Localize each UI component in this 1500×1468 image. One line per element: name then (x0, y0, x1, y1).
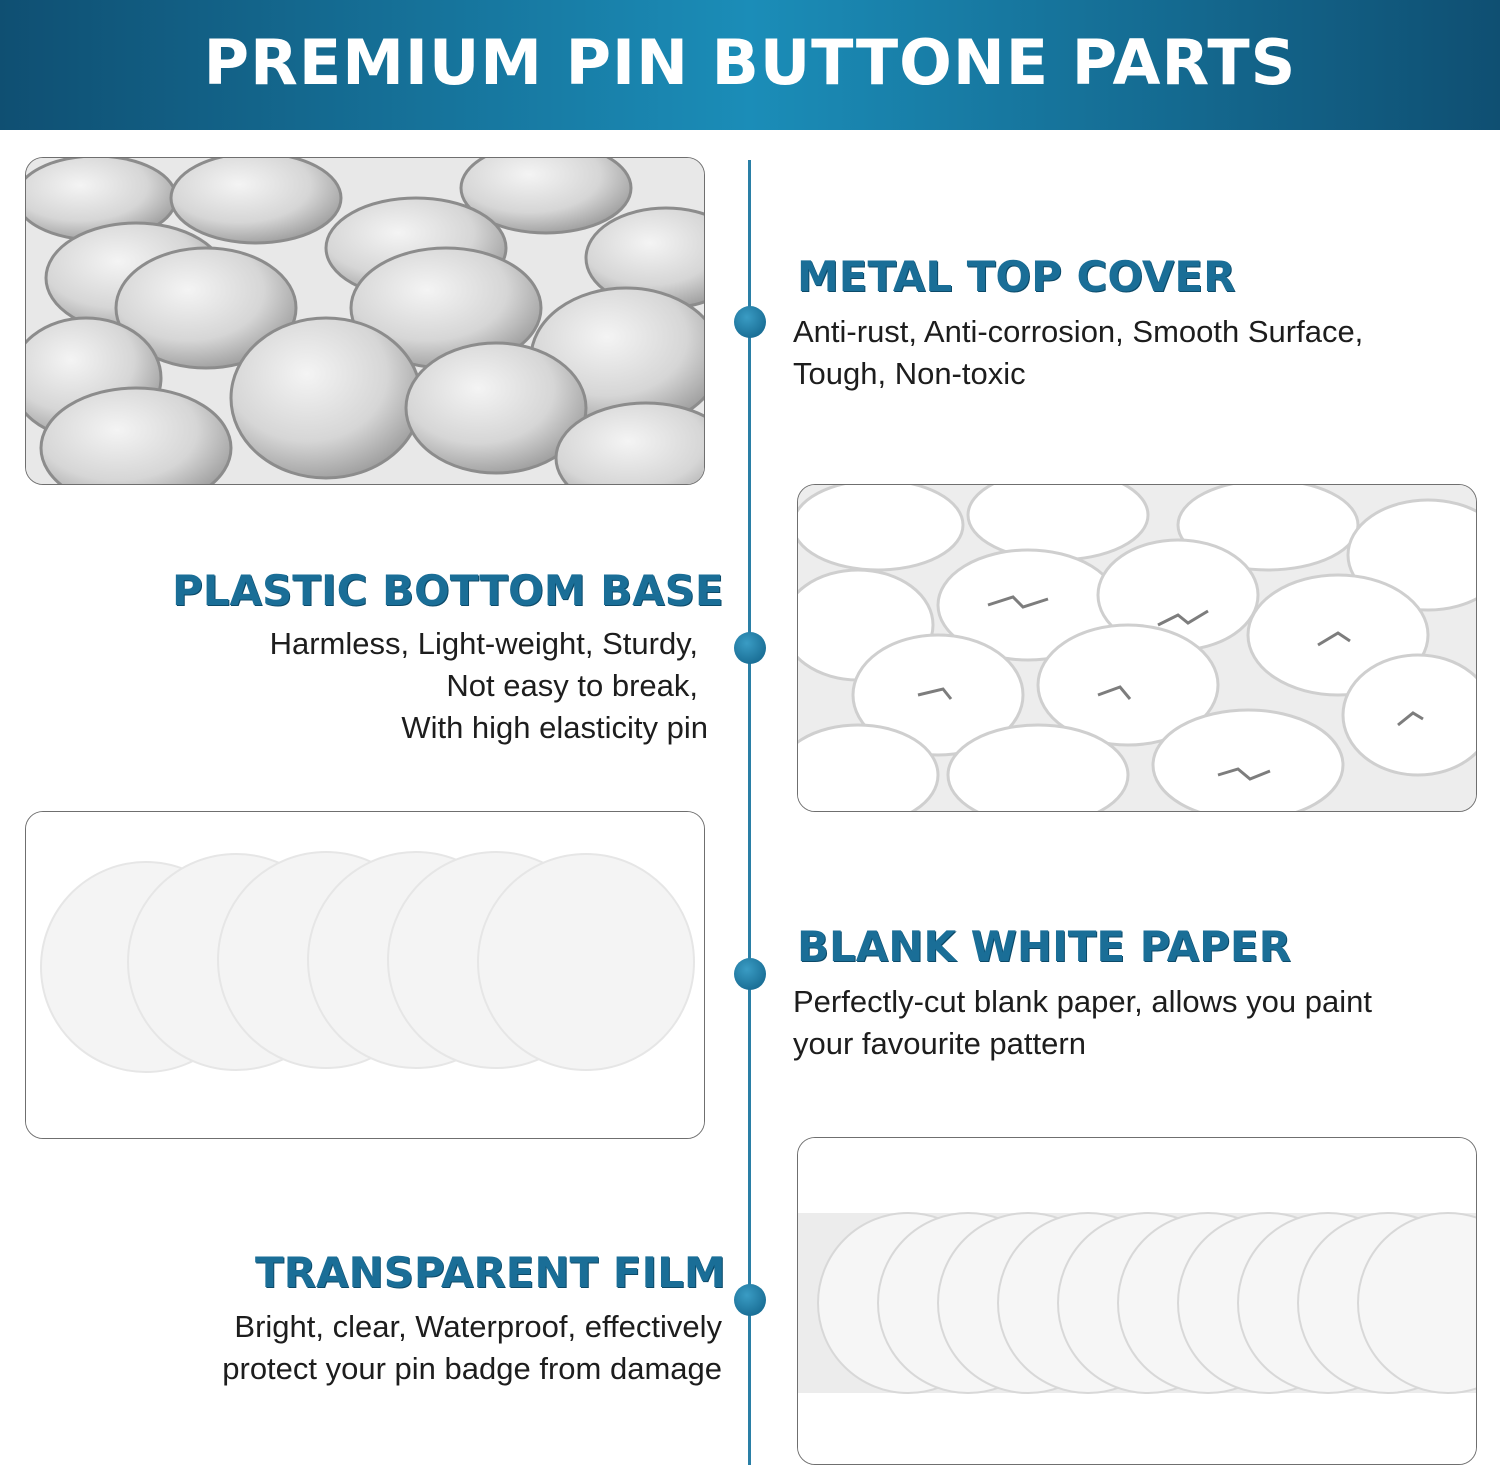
transparent-film-heading: TRANSPARENT FILM (255, 1248, 726, 1297)
blank-white-paper-description (793, 981, 1483, 1065)
plastic-bottom-base-heading: PLASTIC BOTTOM BASE (172, 566, 724, 615)
transparent-film-photo (797, 1137, 1477, 1465)
metal-top-cover-line-1: Anti-rust, Anti-corrosion, Smooth Surface, (793, 314, 1364, 349)
transparent-film-line-2: protect your pin badge from damage (222, 1351, 722, 1386)
header-banner (0, 0, 1500, 130)
plastic-bottom-base-line-1: Harmless, Light-weight, Sturdy, (269, 626, 698, 661)
metal-top-cover-line-2: Tough, Non-toxic (793, 356, 1026, 391)
timeline-dot-blank-white-paper (734, 958, 766, 990)
plastic-bottom-base-photo (797, 484, 1477, 812)
blank-white-paper-line-1: Perfectly-cut blank paper, allows you paint (793, 984, 1372, 1019)
blank-white-paper-line-2: your favourite pattern (793, 1026, 1086, 1061)
banner-title: PREMIUM PIN BUTTONE PARTS (203, 26, 1297, 99)
timeline-dot-metal-top-cover (734, 306, 766, 338)
timeline-dot-plastic-bottom-base (734, 632, 766, 664)
plastic-bottom-base-description (80, 623, 708, 749)
metal-top-cover-description (793, 311, 1473, 395)
blank-white-paper-photo (25, 811, 705, 1139)
plastic-bottom-base-line-2: Not easy to break, (446, 668, 698, 703)
metal-top-cover-photo (25, 157, 705, 485)
timeline-line (748, 160, 751, 1465)
blank-white-paper-heading: BLANK WHITE PAPER (797, 922, 1291, 971)
plastic-bottom-base-line-3: With high elasticity pin (401, 710, 708, 745)
transparent-film-description (60, 1306, 722, 1390)
timeline-dot-transparent-film (734, 1284, 766, 1316)
transparent-film-line-1: Bright, clear, Waterproof, effectively (234, 1309, 722, 1344)
metal-top-cover-heading: METAL TOP COVER (797, 252, 1236, 301)
